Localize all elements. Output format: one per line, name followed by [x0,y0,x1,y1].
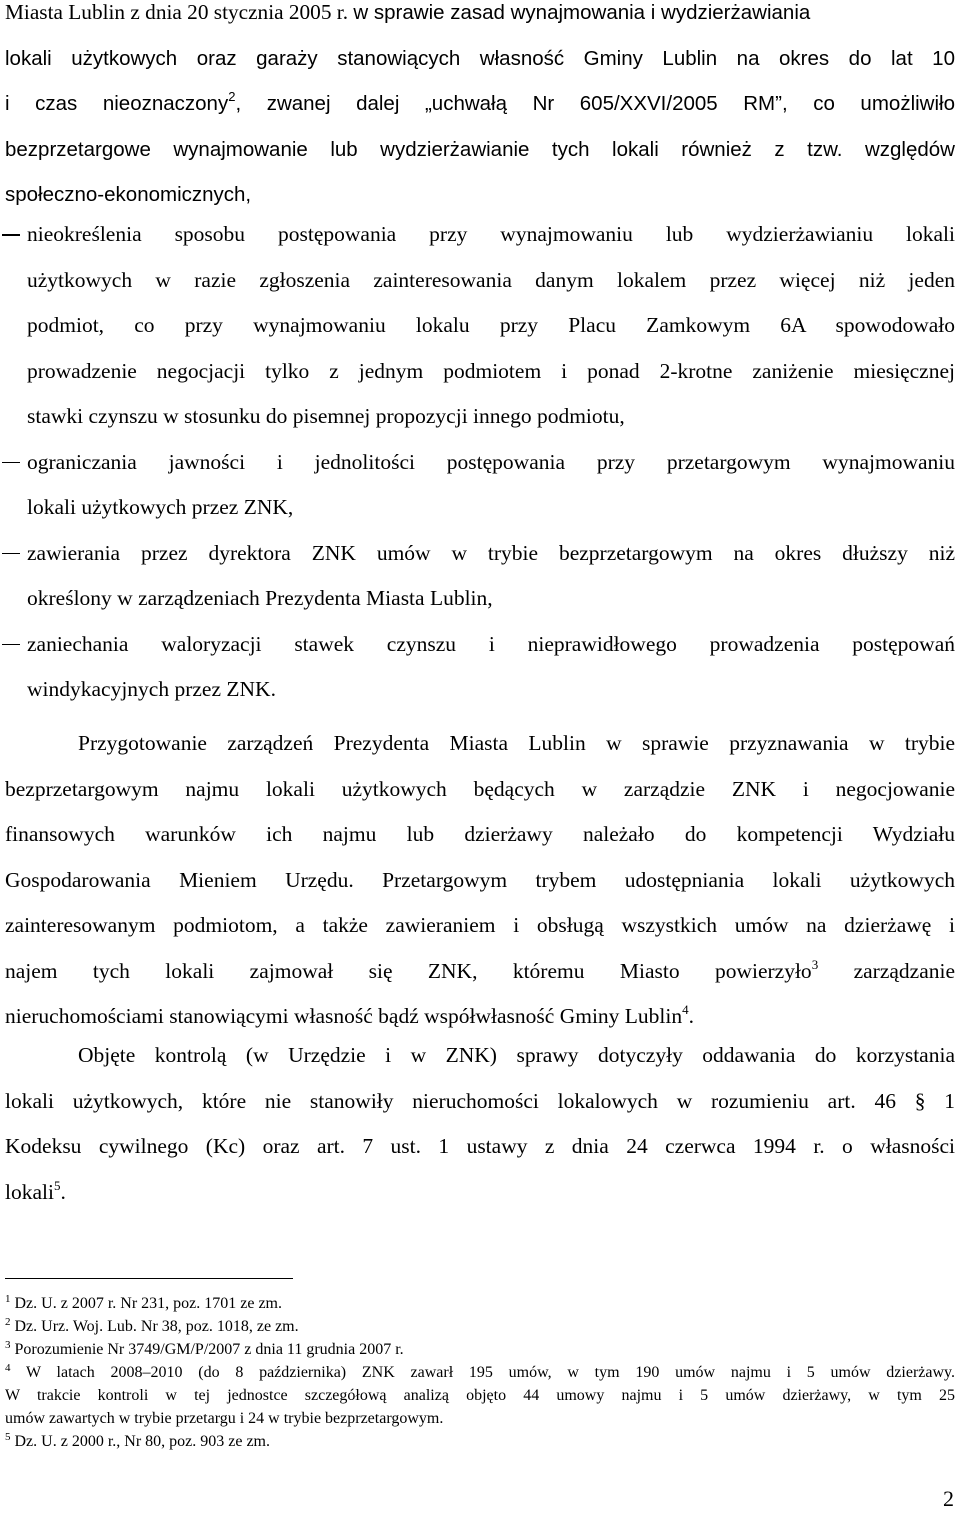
footnote [5,1338,955,1361]
text-line: użytkowych w razie zgłoszenia zainteresowania danym lokalem przez więcej niż jeden [27,267,955,292]
text-line [5,949,955,995]
text-run: nieruchomościami stanowiącymi własność bądź współwłasność Gminy Lublin [5,1004,683,1028]
text-line: lokali użytkowych przez ZNK, [27,495,294,519]
text-line: windykacyjnych przez ZNK. [27,677,276,701]
body-paragraph [5,1033,955,1215]
text-line: Gospodarowania Mieniem Urzędu. Przetargowym trybem udostępniania lokali użytkowych [5,867,955,892]
text-line: Przygotowanie zarządzeń Prezydenta Miasta Lublin w sprawie przyznawania w trybie [78,731,955,755]
text-line: zainteresowanym podmiotom, a także zawieraniem i obsługą wszystkich umów na dzierżawę i [5,913,955,937]
text-run: . [688,1004,694,1028]
text-line: nieokreślenia sposobu postępowania przy wynajmowaniu lub wydzierżawianiu lokali [27,222,955,246]
footnote-number: 3 [5,1338,11,1351]
text-line: umów zawartych w trybie przetargu i 24 w trybie bezprzetargowym. [5,1410,444,1427]
text-run-sans: w sprawie zasad wynajmowania i wydzierżawiania [353,1,811,24]
footnote [5,1361,955,1430]
text-line [5,1430,955,1453]
dash-bullet-icon [2,553,20,555]
footnote-text: Dz. Urz. Woj. Lub. Nr 38, poz. 1018, ze zm. [14,1318,299,1335]
text-run: . [60,1179,66,1204]
text-run: najem tych lokali zajmował się ZNK, któremu Miasto powierzyło [5,958,812,983]
text-line: zaniechania waloryzacji stawek czynszu i nieprawidłowego prowadzenia postępowań [27,631,955,656]
list-item [0,440,955,531]
text-line: zawierania przez dyrektora ZNK umów w trybie bezprzetargowym na okres dłuższy niż [27,540,955,565]
footnote [5,1315,955,1338]
text-line: podmiot, co przy wynajmowaniu lokalu przy Placu Zamkowym 6A spowodowało [27,313,955,337]
text-line: Kodeksu cywilnego (Kc) oraz art. 7 ust. 1 ustawy z dnia 24 czerwca 1994 r. o własności [5,1134,955,1158]
footnote-text: Dz. U. z 2000 r., Nr 80, poz. 903 ze zm. [14,1433,270,1450]
footnote-separator [5,1278,293,1279]
continued-paragraph [5,0,955,218]
page-number: 2 [943,1486,954,1511]
text-line: bezprzetargowym najmu lokali użytkowych będących w zarządzie ZNK i negocjowanie [5,776,955,801]
text-line [5,1292,955,1315]
text-line: prowadzenie negocjacji tylko z jednym podmiotem i ponad 2-krotne zaniżenie miesięcznej [27,358,955,383]
dash-bullet-icon [2,234,20,236]
list-item [0,622,955,713]
footnote-text: W latach 2008–2010 (do 8 października) ZNK zawarł 195 umów, w tym 190 umów najmu i 5 umów dzierżawy. [25,1364,955,1381]
text-line [5,0,955,36]
footnote-number: 1 [5,1292,11,1305]
text-line [5,1361,955,1384]
footnote [5,1430,955,1453]
footnote-ref: 5 [53,1177,61,1193]
list-item [0,212,955,440]
footnote-number: 2 [5,1315,11,1328]
text-run: i czas nieoznaczony [5,92,229,115]
footnote-number: 5 [5,1430,11,1443]
text-line: stawki czynszu w stosunku do pisemnej propozycji innego podmiotu, [27,404,625,428]
footnote-ref: 4 [682,1001,689,1017]
text-run: lokali [5,1179,54,1204]
text-run: Miasta Lublin z dnia 20 stycznia 2005 r. [5,0,349,24]
footnote [5,1292,955,1315]
text-run: , zwanej dalej „uchwałą Nr 605/XXVI/2005 RM”, co umożliwiło [235,92,955,115]
text-line: lokali użytkowych, które nie stanowiły nieruchomości lokalowych w rozumieniu art. 46 § 1 [5,1088,955,1113]
list-item [0,531,955,622]
text-line: ograniczania jawności i jednolitości postępowania przy przetargowym wynajmowaniu [27,449,955,474]
text-line [5,81,955,127]
text-line: finansowych warunków ich najmu lub dzierżawy należało do kompetencji Wydziału [5,822,955,846]
text-line [5,1315,955,1338]
text-line: lokali użytkowych oraz garaży stanowiących własność Gminy Lublin na okres do lat 10 [5,46,955,70]
footnote-text: Dz. U. z 2007 r. Nr 231, poz. 1701 ze zm. [14,1295,282,1312]
footnote-ref: 3 [811,956,819,972]
text-line: społeczno-ekonomicznych, [5,183,252,206]
dash-bullet-icon [2,462,20,464]
text-run: zarządzanie [853,958,956,983]
dash-bullet-icon [2,644,20,646]
body-paragraph [5,721,955,1040]
footnote-number: 4 [5,1361,11,1374]
text-line [5,1338,955,1361]
footnotes [5,1292,955,1453]
text-line: W trakcie kontroli w tej jednostce szczegółową analizą objęto 44 umowy najmu i 5 umów dzierżawy, w tym 25 [5,1387,955,1404]
footnote-text: Porozumienie Nr 3749/GM/P/2007 z dnia 11 grudnia 2007 r. [14,1341,404,1358]
findings-list [0,212,960,713]
text-line [5,1170,955,1216]
text-line: określony w zarządzeniach Prezydenta Miasta Lublin, [27,586,493,610]
text-line: Objęte kontrolą (w Urzędzie i w ZNK) sprawy dotyczyły oddawania do korzystania [78,1043,955,1067]
text-line: bezprzetargowe wynajmowanie lub wydzierżawianie tych lokali również z tzw. względów [5,137,955,161]
footnote-ref: 2 [228,88,236,104]
